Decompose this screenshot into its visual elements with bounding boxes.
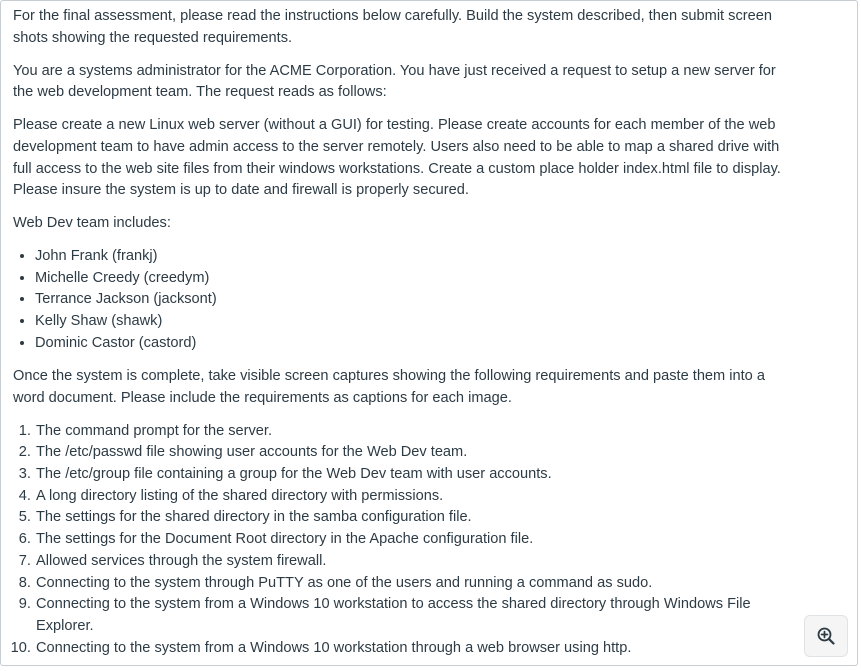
- zoom-in-button[interactable]: [804, 615, 848, 657]
- team-member: • Kelly Shaw (shawk): [35, 311, 783, 333]
- captures-intro-paragraph: Once the system is complete, take visible screen captures showing the following requirements and paste them into a word document. Please include the requirements as captions for each image.: [13, 367, 765, 406]
- team-member-list: [13, 246, 783, 355]
- intro-paragraph: For the final assessment, please read the instructions below carefully. Build the system described, then submit screen shots showing the requested requirements.: [13, 8, 772, 46]
- requirement-item: 7. Allowed services through the system firewall.: [35, 551, 783, 573]
- team-member: • Michelle Creedy (creedym): [35, 268, 783, 290]
- requirements-list: [13, 421, 783, 660]
- requirement-item: 6. The settings for the Document Root directory in the Apache configuration file.: [35, 529, 783, 551]
- zoom-in-icon: [817, 627, 835, 645]
- requirement-item: 8. Connecting to the system through PuTTY as one of the users and running a command as sudo.: [35, 573, 783, 595]
- team-heading: Web Dev team includes:: [13, 215, 171, 232]
- team-member: • Dominic Castor (castord): [35, 333, 783, 355]
- team-member: • Terrance Jackson (jacksont): [35, 289, 783, 311]
- request-paragraph: Please create a new Linux web server (without a GUI) for testing. Please create accounts for each member of the web development team to have admin access to the server remotely. Users also need to be able to map a shared drive with full access to the web site files from their windows workstations. Create a custom place holder index.html file to display. Please insure the system is up to date and firewall is properly secured.: [13, 117, 781, 199]
- requirement-item: 2. The /etc/passwd file showing user accounts for the Web Dev team.: [35, 442, 783, 464]
- scenario-paragraph: You are a systems administrator for the ACME Corporation. You have just received a request to setup a new server for the web development team. The request reads as follows:: [13, 62, 776, 101]
- requirement-item: 9. Connecting to the system from a Windows 10 workstation to access the shared directory through Windows File Explorer.: [35, 594, 783, 637]
- requirement-item: 10. Connecting to the system from a Windows 10 workstation through a web browser using http.: [35, 638, 783, 660]
- requirement-item: 5. The settings for the shared directory in the samba configuration file.: [35, 507, 783, 529]
- team-member: • John Frank (frankj): [35, 246, 783, 268]
- requirement-item: 3. The /etc/group file containing a group for the Web Dev team with user accounts.: [35, 464, 783, 486]
- requirement-item: 4. A long directory listing of the shared directory with permissions.: [35, 486, 783, 508]
- requirement-item: 1. The command prompt for the server.: [35, 421, 783, 443]
- document-content: [13, 6, 783, 659]
